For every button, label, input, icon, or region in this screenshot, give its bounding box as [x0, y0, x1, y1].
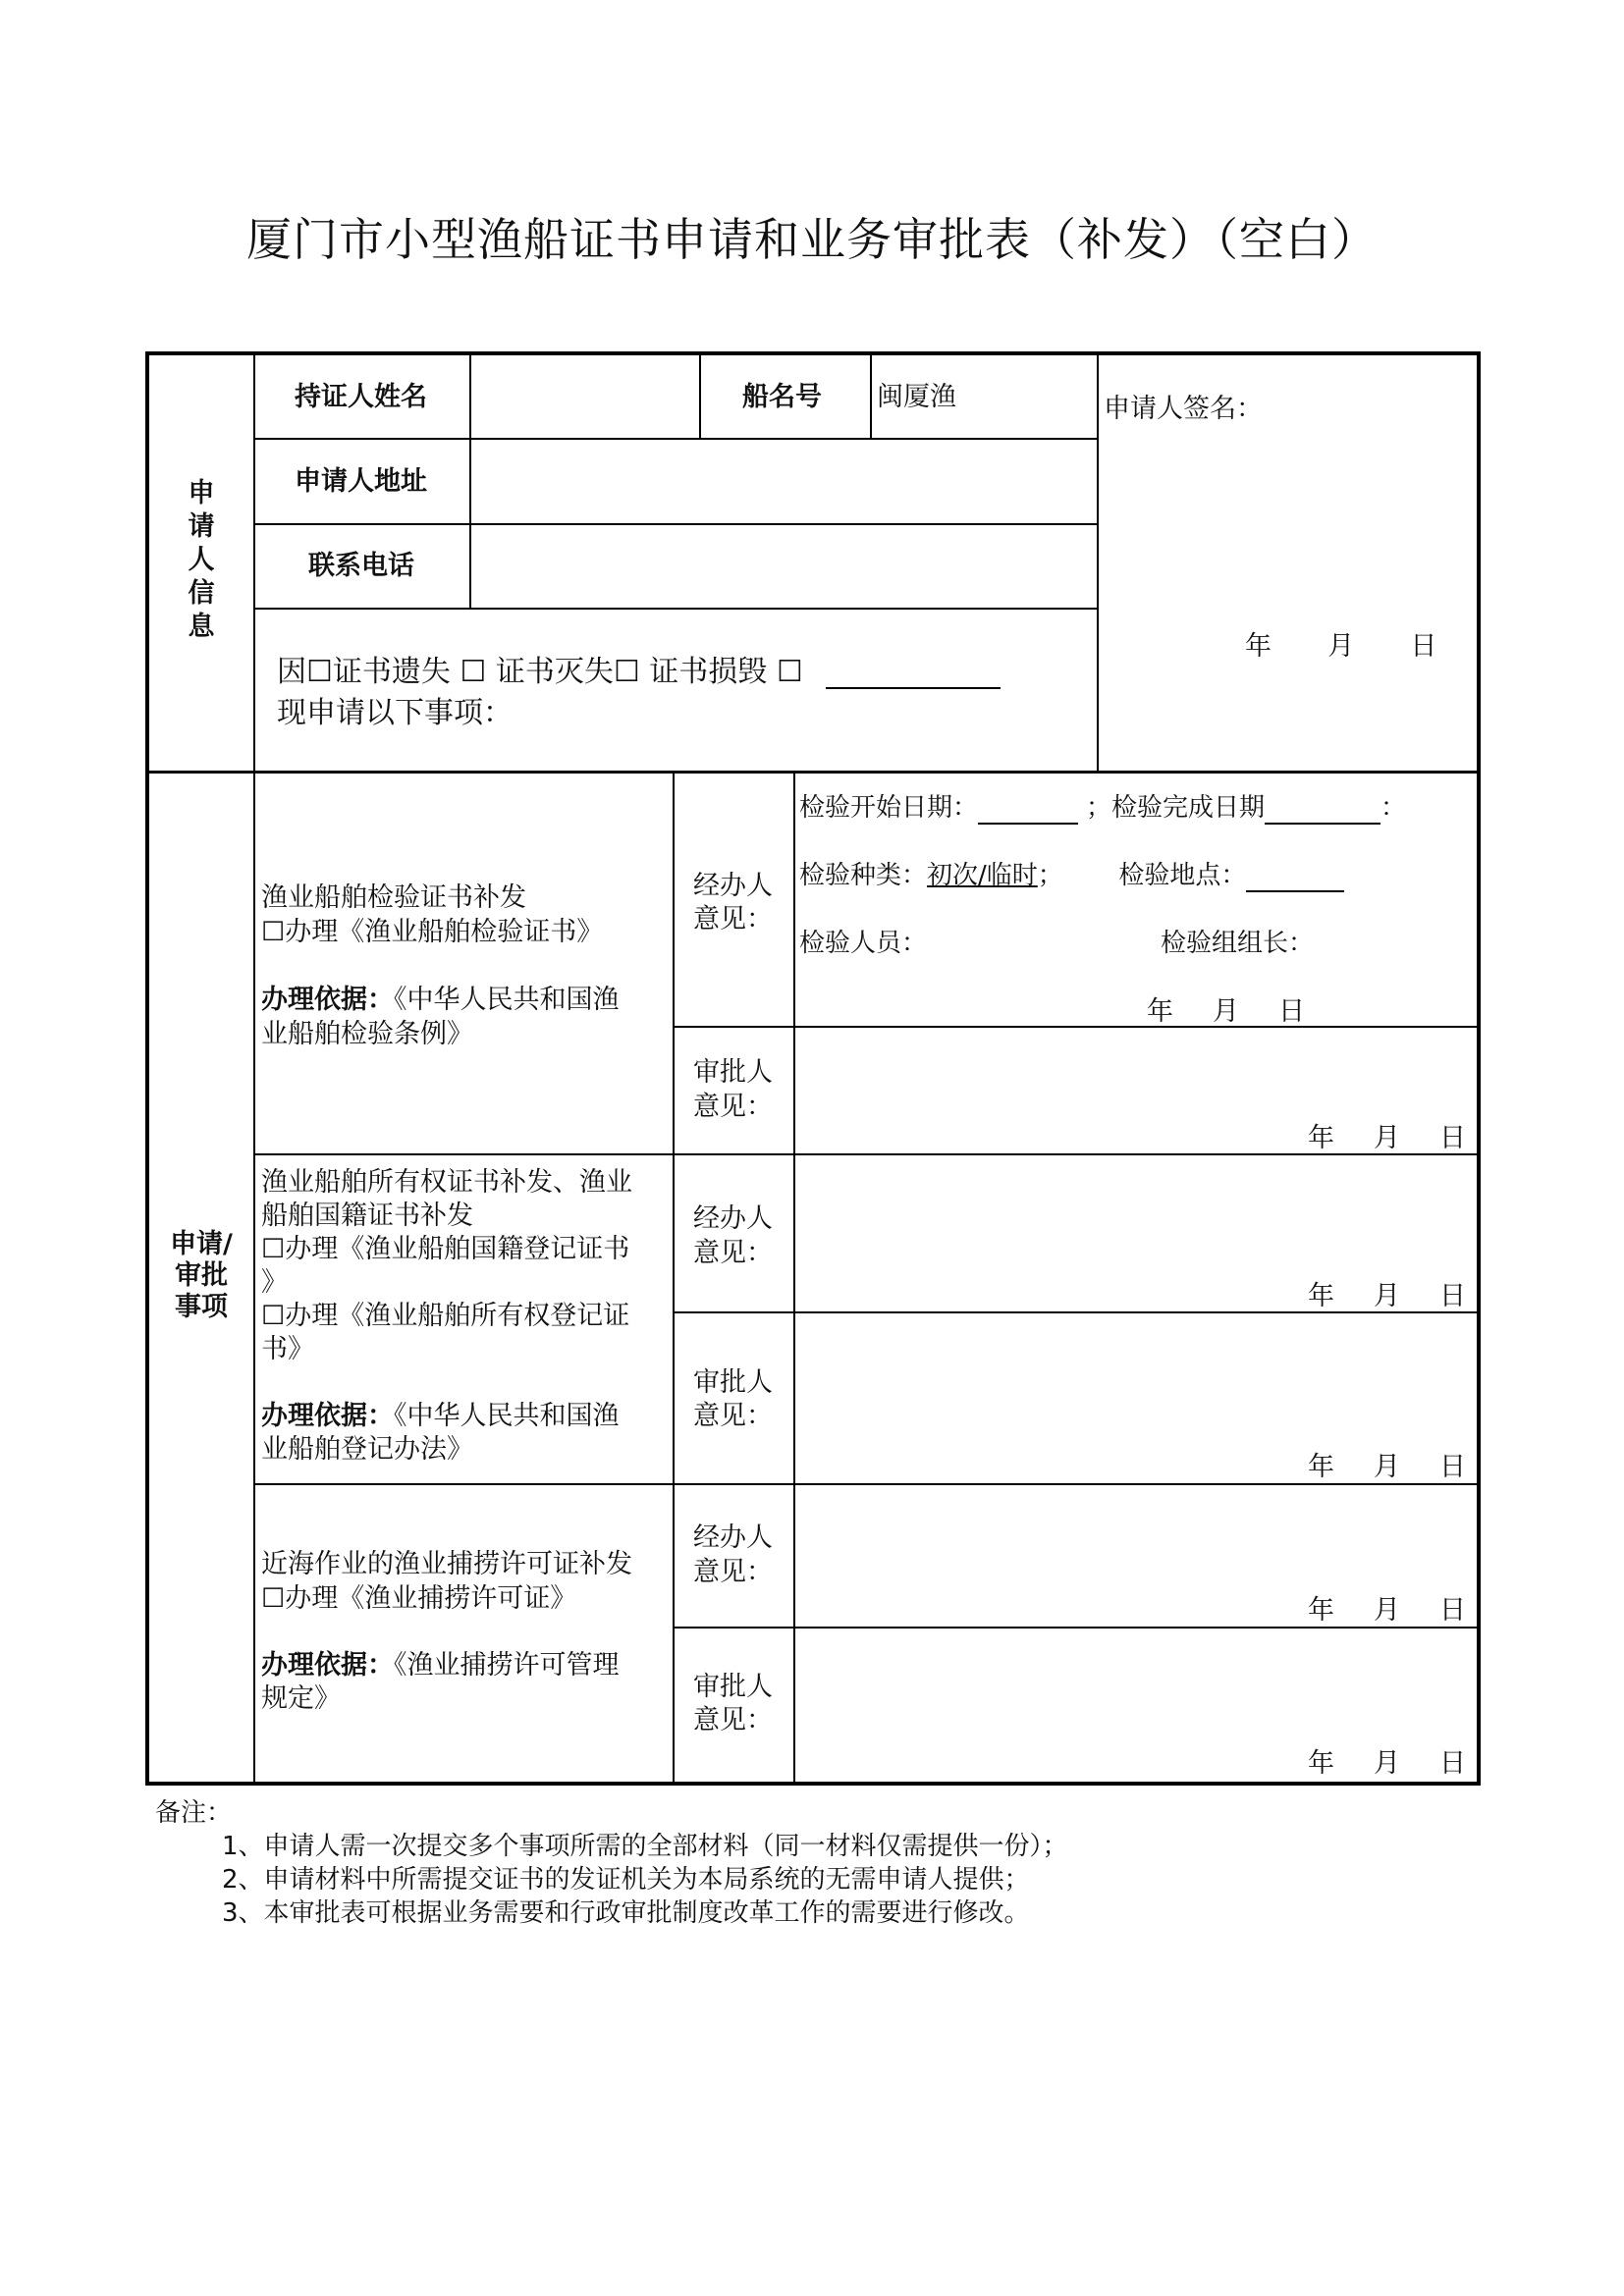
item2-basis-label: 办理依据： — [261, 1401, 394, 1431]
inspect-type-value[interactable]: 初次/临时 — [927, 861, 1038, 890]
section-applicant-info-label — [149, 477, 253, 644]
item1-basis-text: 《中华人民共和国渔 — [394, 985, 620, 1015]
day-label: 日 — [1410, 631, 1437, 662]
inspect-end-blank[interactable] — [1265, 799, 1380, 825]
item1-handler-label2: 意见： — [693, 904, 773, 934]
item1-basis-label: 办理依据： — [261, 985, 394, 1015]
item2-approver-opinion-field[interactable] — [797, 1316, 1475, 1444]
item3-basis-label: 办理依据： — [261, 1650, 394, 1681]
day-label: 日 — [1439, 1452, 1466, 1482]
item1-handler-date — [1147, 995, 1305, 1029]
inspect-place-label: 检验地点： — [1118, 861, 1247, 890]
item3-handler-label1: 经办人 — [693, 1522, 773, 1553]
reason-other-blank[interactable] — [826, 664, 1001, 689]
item1-handler-label1: 经办人 — [693, 871, 773, 901]
item2-title-line2: 船舶国籍证书补发 — [261, 1201, 473, 1231]
item3-checkbox[interactable]: ☐办理《渔业捕捞许可证》 — [261, 1583, 577, 1614]
day-label: 日 — [1278, 996, 1305, 1027]
phone-label: 联系电话 — [308, 551, 414, 581]
phone-field[interactable] — [473, 526, 1094, 607]
signature-area[interactable] — [1102, 432, 1475, 628]
holder-name-field[interactable] — [473, 355, 697, 438]
signature-date — [1245, 630, 1436, 664]
note-1: 1、申请人需一次提交多个事项所需的全部材料（同一材料仅需提供一份）； — [222, 1832, 1068, 1861]
item1-approver-date — [1308, 1122, 1466, 1155]
item2-checkbox-nationality-cont: 》 — [261, 1267, 288, 1298]
month-label: 月 — [1374, 1452, 1400, 1482]
address-field[interactable] — [473, 442, 1094, 522]
item3-basis-text2: 规定》 — [261, 1683, 341, 1714]
note-3: 3、本审批表可根据业务需要和行政审批制度改革工作的需要进行修改。 — [222, 1898, 1030, 1928]
item3-approver-date — [1308, 1747, 1466, 1781]
inspect-type-label: 检验种类： — [799, 861, 928, 890]
leader-label: 检验组组长： — [1161, 929, 1315, 958]
item2-handler-label1: 经办人 — [693, 1203, 773, 1234]
item1-approver-label1: 审批人 — [693, 1057, 773, 1088]
boat-name-field[interactable]: 闽厦渔 — [877, 382, 956, 412]
item1-basis — [261, 984, 620, 1017]
month-label: 月 — [1374, 1748, 1400, 1779]
item3-basis-text: 《渔业捕捞许可管理 — [394, 1650, 620, 1681]
year-label: 年 — [1308, 1595, 1334, 1626]
reason-checkboxes[interactable]: 因☐证书遗失 ☐ 证书灭失☐ 证书损毁 ☐ — [277, 655, 803, 689]
day-label: 日 — [1439, 1748, 1466, 1779]
inspector-label: 检验人员： — [799, 929, 928, 958]
year-label: 年 — [1308, 1748, 1334, 1779]
day-label: 日 — [1439, 1595, 1466, 1626]
inspect-end-suffix: ： — [1380, 793, 1407, 823]
boat-name-label: 船名号 — [742, 382, 822, 412]
item1-basis-text2: 业船舶检验条例》 — [261, 1019, 473, 1049]
inspect-start-blank[interactable] — [978, 799, 1078, 825]
item2-approver-label1: 审批人 — [693, 1367, 773, 1398]
item2-handler-opinion-field[interactable] — [797, 1158, 1475, 1276]
page-title: 厦门市小型渔船证书申请和业务审批表（补发）（空白） — [246, 213, 1378, 266]
inspect-start-label: 检验开始日期： — [799, 793, 979, 823]
inspection-dates[interactable] — [799, 791, 1406, 825]
section-items-label — [149, 1229, 253, 1323]
request-line: 现申请以下事项： — [277, 696, 513, 730]
month-label: 月 — [1374, 1595, 1400, 1626]
item3-approver-opinion-field[interactable] — [797, 1631, 1475, 1739]
reason-line[interactable] — [277, 656, 1001, 689]
item2-approver-date — [1308, 1451, 1466, 1484]
item3-approver-label2: 意见： — [693, 1705, 773, 1735]
day-label: 日 — [1439, 1123, 1466, 1153]
year-label: 年 — [1147, 996, 1173, 1027]
month-label: 月 — [1213, 996, 1239, 1027]
item1-approver-opinion-field[interactable] — [797, 1031, 1475, 1119]
item2-handler-date — [1308, 1280, 1466, 1313]
item3-approver-label1: 审批人 — [693, 1672, 773, 1702]
items-label-line1: 申请/ — [170, 1229, 233, 1259]
address-label: 申请人地址 — [295, 466, 427, 497]
item2-basis-text: 《中华人民共和国渔 — [394, 1401, 620, 1431]
item3-handler-date — [1308, 1594, 1466, 1628]
item3-title: 近海作业的渔业捕捞许可证补发 — [261, 1549, 632, 1579]
inspection-type-row[interactable] — [799, 859, 1344, 892]
items-label-line2: 审批 — [175, 1260, 228, 1291]
item2-handler-label2: 意见： — [693, 1238, 773, 1268]
item2-checkbox-nationality[interactable]: ☐办理《渔业船舶国籍登记证书 — [261, 1234, 630, 1264]
item3-handler-label2: 意见： — [693, 1557, 773, 1587]
month-label: 月 — [1327, 631, 1355, 662]
item3-basis — [261, 1649, 620, 1682]
item2-approver-label2: 意见： — [693, 1401, 773, 1431]
item1-title: 渔业船舶检验证书补发 — [261, 882, 526, 913]
item2-checkbox-ownership[interactable]: ☐办理《渔业船舶所有权登记证 — [261, 1301, 630, 1331]
item2-basis-text2: 业船舶登记办法》 — [261, 1434, 473, 1465]
month-label: 月 — [1374, 1123, 1400, 1153]
holder-name-label: 持证人姓名 — [295, 382, 427, 412]
item2-basis — [261, 1400, 620, 1433]
day-label: 日 — [1439, 1281, 1466, 1311]
inspect-type-suffix: ； — [1037, 861, 1063, 890]
month-label: 月 — [1374, 1281, 1400, 1311]
signature-label: 申请人签名： — [1104, 394, 1263, 424]
note-2: 2、申请材料中所需提交证书的发证机关为本局系统的无需申请人提供； — [222, 1865, 1030, 1895]
item3-handler-opinion-field[interactable] — [797, 1488, 1475, 1586]
year-label: 年 — [1308, 1281, 1334, 1311]
item1-approver-label2: 意见： — [693, 1092, 773, 1122]
applicant-info-label-text: 申请人信息 — [188, 478, 215, 642]
year-label: 年 — [1245, 631, 1272, 662]
inspect-end-label: ；检验完成日期 — [1086, 793, 1266, 823]
inspect-place-blank[interactable] — [1246, 867, 1344, 892]
items-label-line3: 事项 — [175, 1292, 228, 1322]
item2-title-line1: 渔业船舶所有权证书补发、渔业 — [261, 1167, 632, 1198]
item2-checkbox-ownership-cont: 书》 — [261, 1334, 314, 1364]
year-label: 年 — [1308, 1123, 1334, 1153]
item1-checkbox[interactable]: ☐办理《渔业船舶检验证书》 — [261, 917, 604, 947]
year-label: 年 — [1308, 1452, 1334, 1482]
notes-label: 备注： — [155, 1798, 233, 1828]
